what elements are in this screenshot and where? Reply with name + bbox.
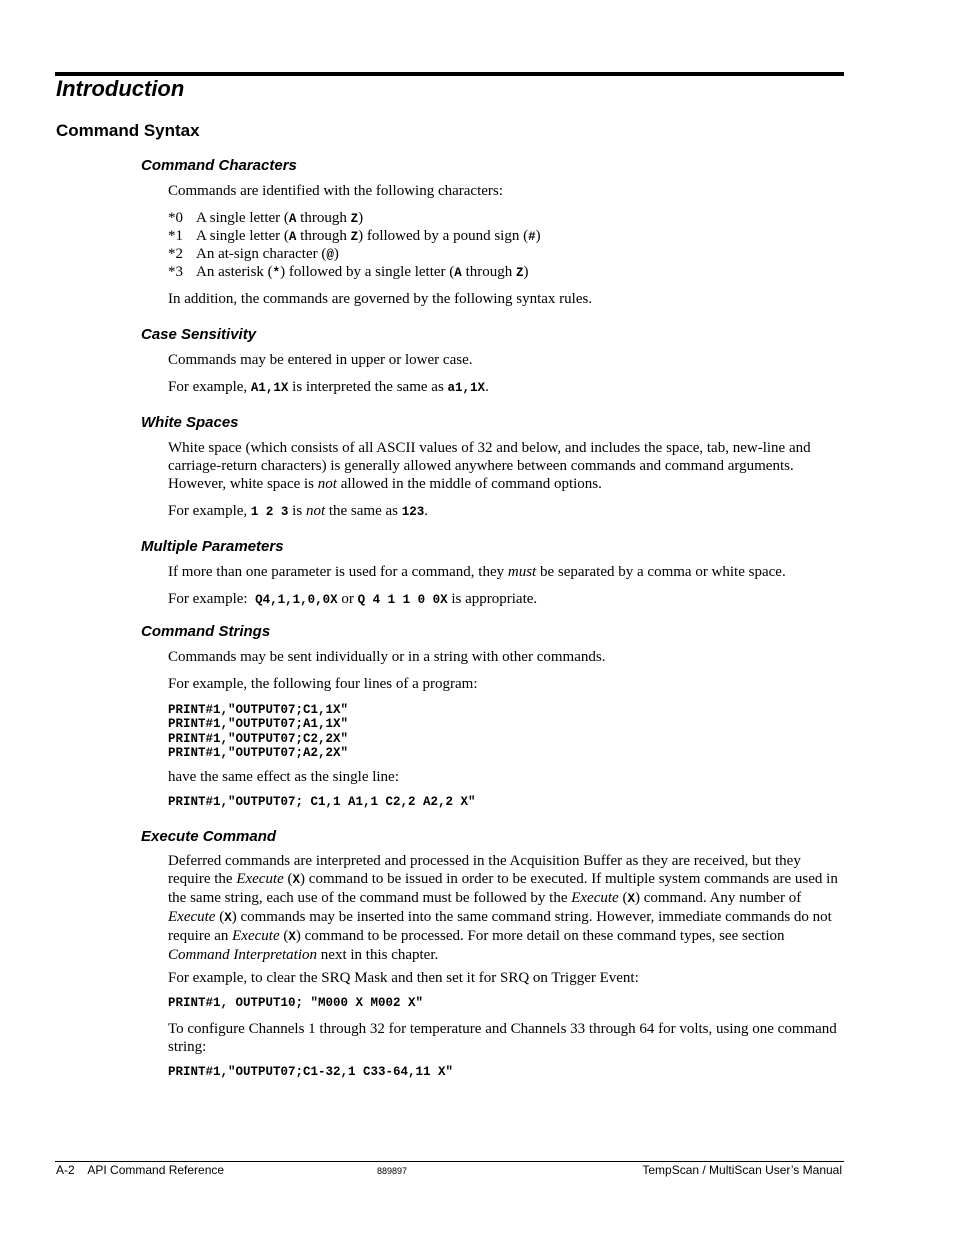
subsection-title-multiple-parameters: Multiple Parameters [141,538,284,555]
subsection-title-command-strings: Command Strings [141,623,271,640]
paragraph: have the same effect as the single line: [168,769,399,785]
code-block: PRINT#1,"OUTPUT07; C1,1 A1,1 C2,2 A2,2 X" [168,795,476,809]
footer-right: TempScan / MultiScan User’s Manual [642,1163,842,1177]
subsection-title-command-characters: Command Characters [141,157,297,174]
subsection-title-white-spaces: White Spaces [141,414,239,431]
example-paragraph: For example: Q4,1,1,0,0X or Q 4 1 1 0 0X is appropriate. [168,591,538,607]
paragraph: Commands may be entered in upper or lower case. [168,352,473,368]
paragraph: In addition, the commands are governed by the following syntax rules. [168,291,593,307]
footer-rule [55,1161,844,1162]
code-block: PRINT#1, OUTPUT10; "M000 X M002 X" [168,996,424,1010]
footer-left: A-2 API Command Reference [56,1163,225,1177]
paragraph: If more than one parameter is used for a command, they must be separated by a comma or white space. [168,564,786,580]
code-block: PRINT#1,"OUTPUT07;C1,1X" PRINT#1,"OUTPUT07;A1,1X" PRINT#1,"OUTPUT07;C2,2X" PRINT#1,"OUTPUT07;A2,2X" [168,703,349,760]
footer-center: 889897 [377,1166,408,1176]
example-paragraph: For example, 1 2 3 is not the same as 123. [168,503,429,519]
paragraph: To configure Channels 1 through 32 for temperature and Channels 33 through 64 for volts, using one command string: [168,1021,837,1055]
subsection-title-case-sensitivity: Case Sensitivity [141,326,257,343]
paragraph: For example, the following four lines of a program: [168,676,478,692]
code-block: PRINT#1,"OUTPUT07;C1-32,1 C33-64,11 X" [168,1065,454,1079]
page-heading: Introduction [56,76,185,101]
paragraph: White space (which consists of all ASCII values of 32 and below, and includes the space, tab, new-line and carriage-return characters) is generally allowed anywhere between commands and command arguments. However, white space is not allowed in the middle of command options. [168,440,811,492]
list-item: *3 An asterisk (*) followed by a single letter (A through Z) [168,264,529,280]
paragraph: Commands are identified with the following characters: [168,183,503,199]
example-paragraph: For example, A1,1X is interpreted the same as a1,1X. [168,379,489,395]
list-item: *1 A single letter (A through Z) followed by a pound sign (#) [168,228,541,244]
section-heading: Command Syntax [56,121,200,140]
list-item: *2 An at-sign character (@) [168,246,339,262]
subsection-title-execute-command: Execute Command [141,828,277,845]
paragraph: For example, to clear the SRQ Mask and then set it for SRQ on Trigger Event: [168,970,639,986]
list-item: *0 A single letter (A through Z) [168,210,364,226]
paragraph: Deferred commands are interpreted and processed in the Acquisition Buffer as they are received, but they require the Execute (X) command to be issued in order to be executed. If multiple system commands are used in the same string, each use of the command must be followed by the Execute (X) command. Any number of Execute (X) commands may be inserted into the same command string. However, immediate commands do not require an Execute (X) command to be processed. For more detail on these command types, see section Command Interpretation next in this chapter. [168,853,838,963]
paragraph: Commands may be sent individually or in a string with other commands. [168,649,606,665]
